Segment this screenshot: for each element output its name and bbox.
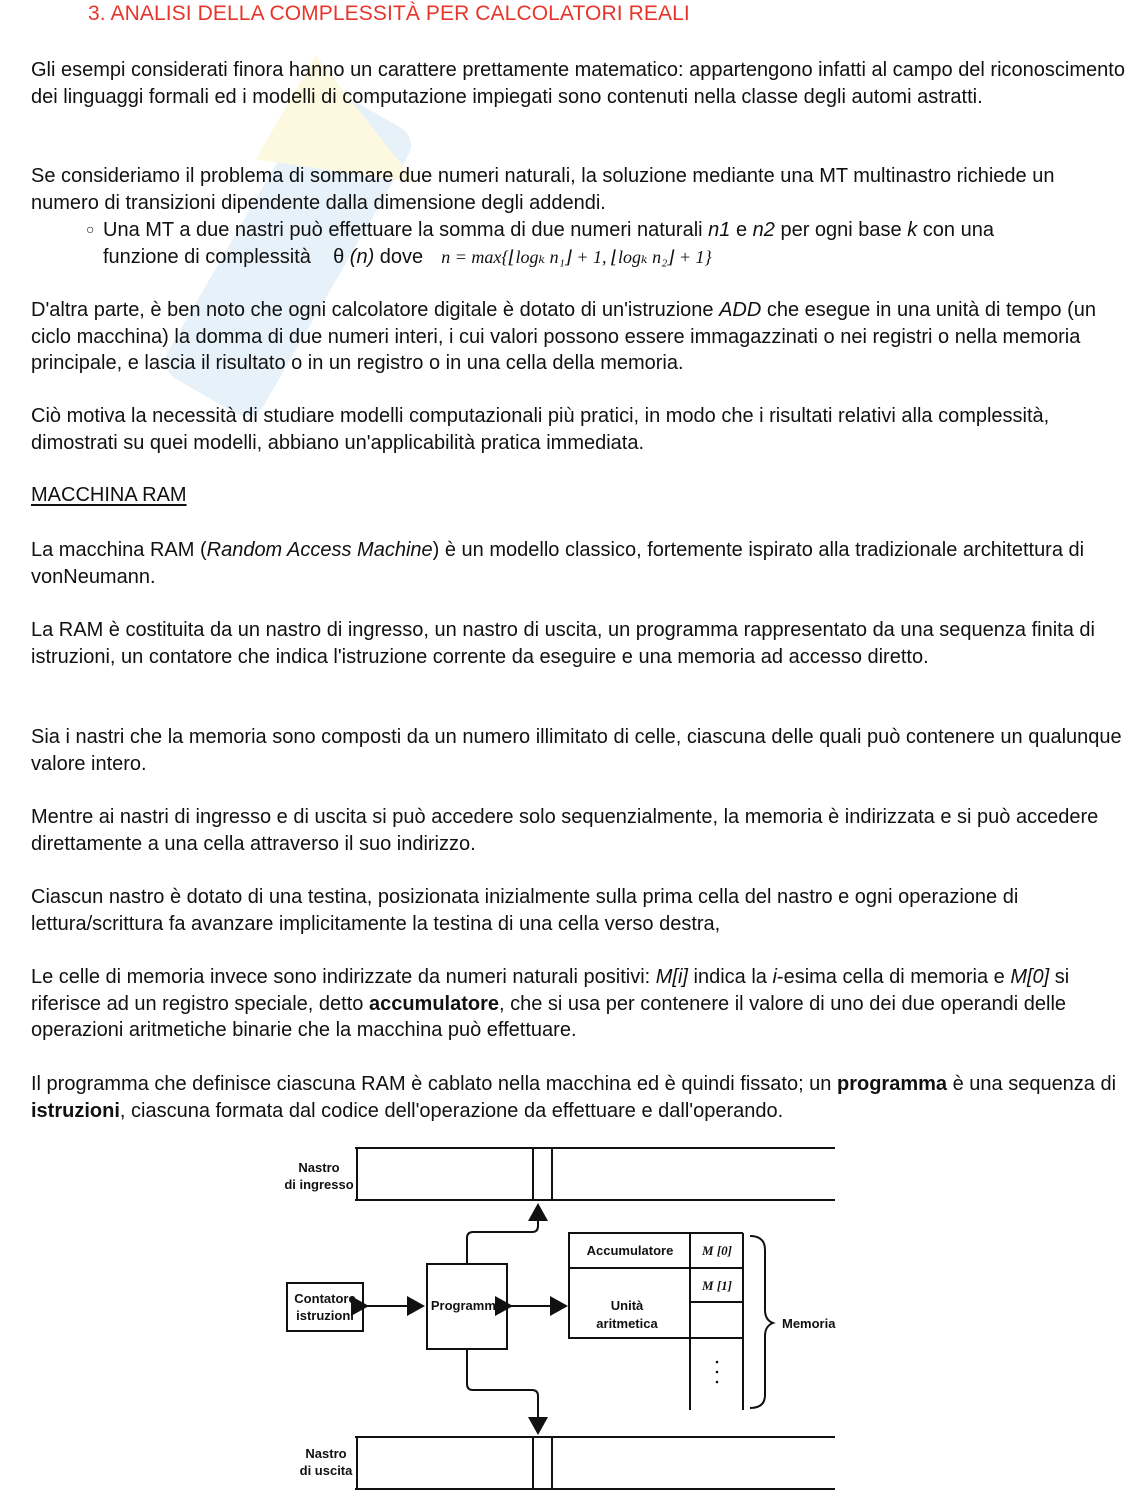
ram-definition-paragraph — [31, 537, 1126, 590]
ram-components-paragraph: La RAM è costituita da un nastro di ingresso, un nastro di uscita, un programma rappresentato da una sequenza finita di istruzioni, un contatore che indica l'istruzione corrente da eseguire e una memoria ad accesso diretto. — [31, 619, 1095, 668]
text: La macchina RAM ( — [31, 539, 207, 561]
memory-cell-m0: M [0] — [702, 1243, 732, 1258]
add-instruction-paragraph — [31, 297, 1126, 377]
counter-label: Contatore — [294, 1291, 356, 1306]
section-heading: MACCHINA RAM — [31, 484, 187, 506]
text: indica la — [687, 966, 773, 988]
sum-problem-paragraph: Se consideriamo il problema di sommare due numeri naturali, la soluzione mediante una MT multinastro richiede un numero di transizioni dipendente dalla dimensione degli addendi. — [31, 165, 1055, 214]
memory-brace — [750, 1236, 773, 1408]
instruction-counter — [287, 1283, 363, 1331]
text: ) è un modello classico, fortemente ispirato alla tradizionale architettura di vonNeumann. — [31, 539, 1085, 588]
theta-symbol: θ — [333, 245, 345, 268]
input-tape-label: di ingresso — [284, 1177, 354, 1192]
input-tape-label: Nastro — [298, 1160, 340, 1175]
program-term: programma — [837, 1073, 948, 1095]
text: , che si usa per contenere il valore di uno dei due operandi delle operazioni aritmetiche binarie che la macchina può effettuare. — [31, 992, 1067, 1041]
var-n: (n) — [344, 245, 375, 268]
alu-label: aritmetica — [596, 1316, 658, 1331]
alu-label: Unità — [610, 1298, 644, 1313]
text: Le celle di memoria invece sono indirizzate da numeri naturali positivi: — [31, 966, 656, 988]
bullet-continuation — [86, 244, 1126, 271]
text: -esima cella di memoria e — [776, 966, 1011, 988]
head-paragraph: Ciascun nastro è dotato di una testina, posizionata inizialmente sulla prima cella del nastro e ogni operazione di lettura/scrittura fa avanzare implicitamente la testina di una cella verso destra, — [31, 886, 1019, 935]
program-box — [427, 1264, 507, 1349]
text: Il programma che definisce ciascuna RAM è cablato nella macchina ed è quindi fissato; un — [31, 1073, 837, 1095]
program-output-arrow — [467, 1349, 538, 1433]
output-tape-label: Nastro — [305, 1446, 347, 1461]
bullet-text: e — [730, 219, 753, 241]
accumulator-label: Accumulatore — [586, 1243, 674, 1258]
program-input-arrow — [467, 1205, 538, 1264]
output-tape — [300, 1437, 835, 1489]
var-n2: n2 — [752, 219, 775, 241]
text: è una sequenza di — [947, 1073, 1117, 1095]
counter-label: istruzioni — [296, 1308, 354, 1323]
bullet-text: dove — [374, 245, 424, 268]
ellipsis-dot — [716, 1371, 719, 1374]
program-paragraph — [31, 1071, 1126, 1124]
memory-cells-paragraph — [31, 964, 1126, 1044]
var-k: k — [907, 219, 918, 241]
alu-block — [569, 1233, 690, 1338]
bullet-text: Una MT a due nastri può effettuare la somma di due numeri naturali — [103, 219, 709, 241]
ram-expansion: Random Access Machine — [206, 539, 433, 561]
complexity-formula: n = max{⌊logₖ n₁⌋ + 1, ⌊logₖ n₂⌋ + 1} — [441, 246, 712, 267]
bullet-text: funzione di complessità — [103, 245, 317, 268]
add-keyword: ADD — [719, 299, 762, 321]
access-paragraph: Mentre ai nastri di ingresso e di uscita si può accedere solo sequenzialmente, la memoria è indirizzata e si può accedere direttamente a una cella attraverso il suo indirizzo. — [31, 806, 1099, 855]
m-0: M[0] — [1010, 966, 1050, 988]
i-var: i — [772, 966, 777, 988]
text: che esegue in una unità di tempo (un ciclo macchina) la domma di due numeri interi, i cui valori possono essere immagazzinati o nei registri o nella memoria principale, e lascia il risultato o in un registro o in una cella della memoria. — [31, 299, 1096, 374]
output-tape-label: di uscita — [299, 1463, 353, 1478]
cells-paragraph: Sia i nastri che la memoria sono composti da un numero illimitato di celle, ciascuna delle quali può contenere un qualunque valore intero. — [31, 726, 1122, 775]
var-n1: n1 — [708, 219, 731, 241]
bullet-text: con una — [917, 219, 994, 241]
complexity-bullet — [86, 216, 1126, 270]
accumulator-term: accumulatore — [368, 992, 500, 1015]
memory-cell-m1: M [1] — [702, 1278, 732, 1293]
text: , ciascuna formata dal codice dell'operazione da effettuare e dall'operando. — [119, 1099, 784, 1122]
ellipsis-dot — [716, 1381, 719, 1384]
memory-label: Memoria — [782, 1316, 836, 1331]
intro-paragraph: Gli esempi considerati finora hanno un carattere prettamente matematico: appartengono infatti al campo del riconoscimento dei linguaggi formali ed i modelli di computazione impiegati sono contenuti nella classe degli automi astratti. — [31, 59, 1125, 108]
program-label: Programma — [430, 1298, 504, 1313]
memory-column — [690, 1233, 836, 1410]
input-tape — [284, 1148, 835, 1200]
text: D'altra parte, è ben noto che ogni calcolatore digitale è dotato di un'istruzione — [31, 299, 720, 321]
instructions-term: istruzioni — [31, 1099, 120, 1122]
ellipsis-dot — [716, 1361, 719, 1364]
page-title: 3. ANALISI DELLA COMPLESSITÀ PER CALCOLATORI REALI — [88, 2, 690, 25]
motivation-paragraph: Ciò motiva la necessità di studiare modelli computazionali più pratici, in modo che i risultati relativi alla complessità, dimostrati su quei modelli, abbiano un'applicabilità pratica immediata. — [31, 405, 1050, 454]
text: si riferisce ad un registro speciale, detto — [31, 966, 1070, 1015]
m-i: M[i] — [655, 966, 688, 988]
ram-diagram — [270, 1140, 870, 1500]
bullet-circle-icon: ○ — [86, 221, 95, 237]
bullet-text: per ogni base — [774, 219, 908, 241]
